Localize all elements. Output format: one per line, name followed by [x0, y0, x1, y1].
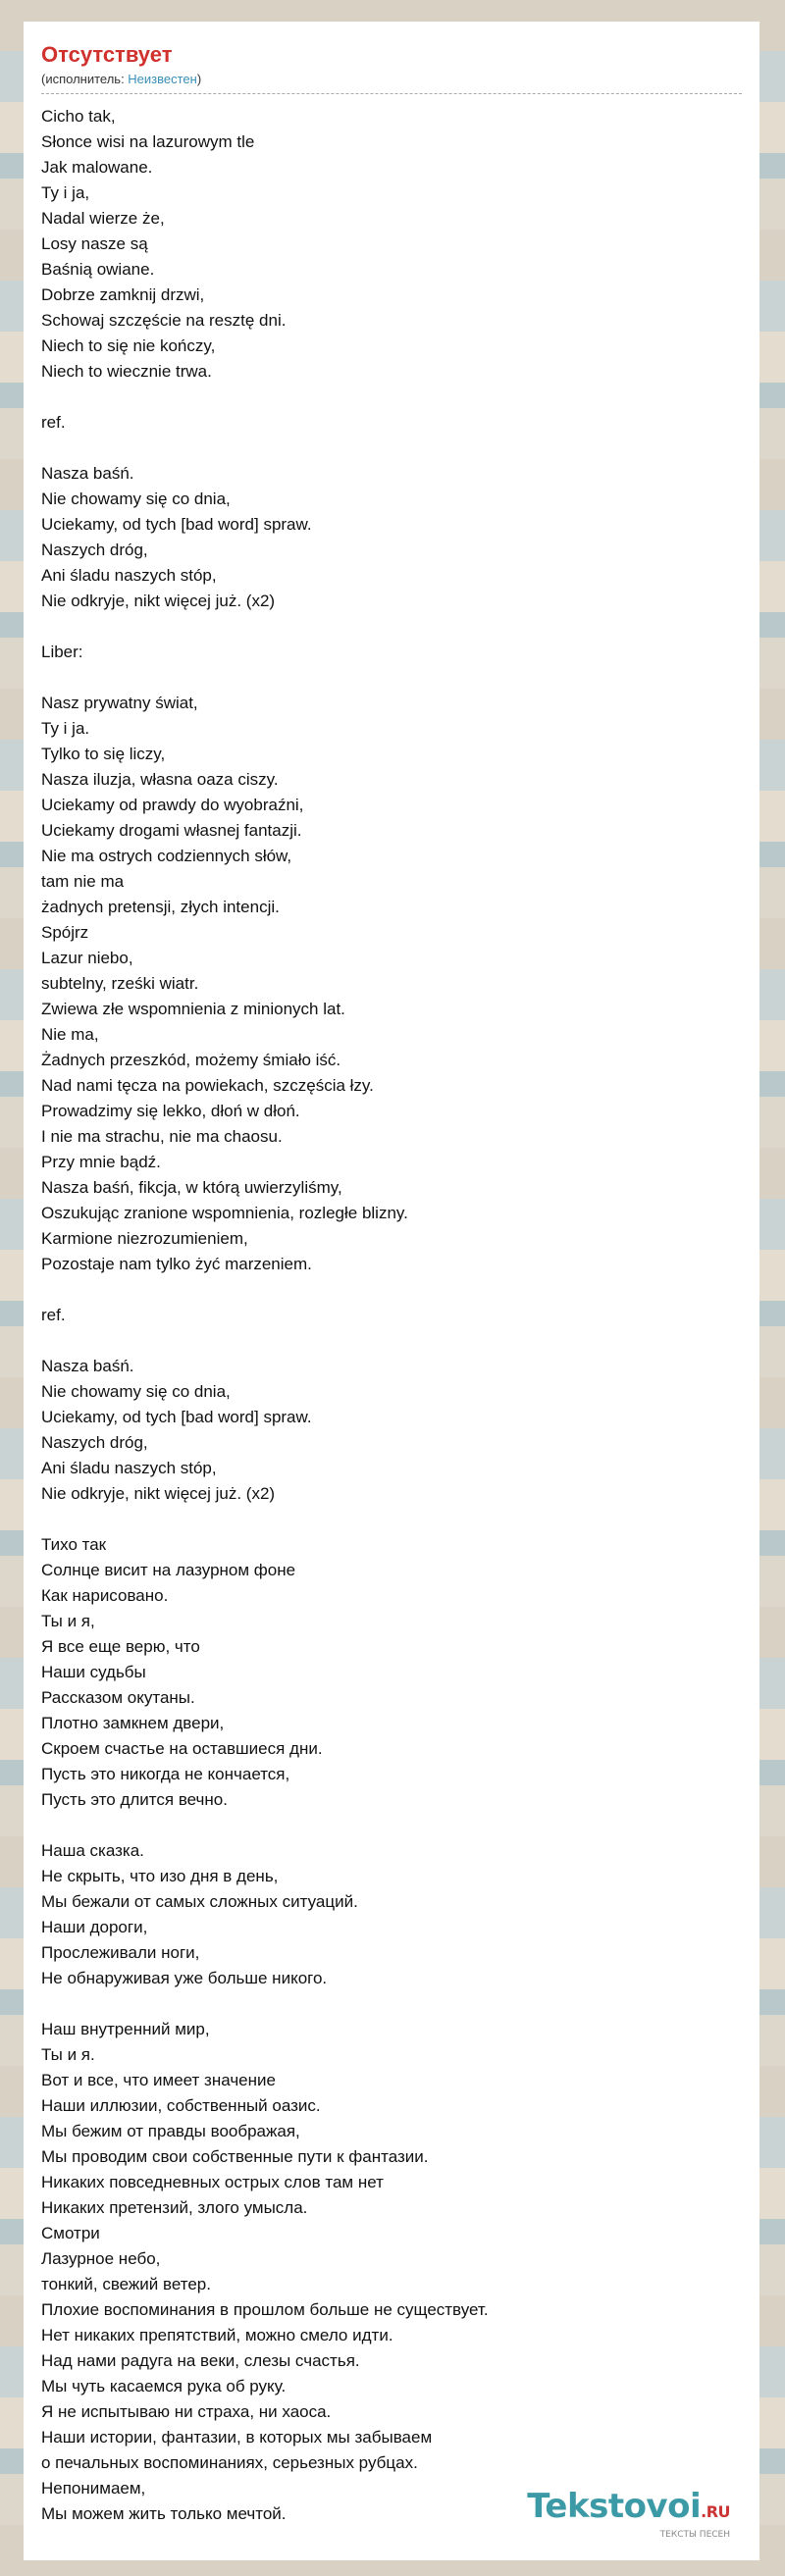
- artist-prefix: (исполнитель:: [41, 72, 129, 86]
- logo-tld: .RU: [701, 2502, 730, 2521]
- site-logo[interactable]: [527, 2487, 730, 2541]
- lyrics-text: Cicho tak, Słonce wisi na lazurowym tle Jak malowane. Ty i ja, Nadal wierze że, Losy nasze są Baśnią owiane. Dobrze zamknij drzwi, Schowaj szczęście na resztę dni. Niech to się nie kończy, Niech to wiecznie trwa. ref. Nasza baśń. Nie chowamy się co dnia, Uciekamy, od tych [bad word] spraw. Naszych dróg, Ani śladu naszych stóp, Nie odkryje, nikt więcej już. (x2) Liber: Nasz prywatny świat, Ty i ja. Tylko to się liczy, Nasza iluzja, własna oaza ciszy. Uciekamy od prawdy do wyobraźni, Uciekamy drogami własnej fantazji. Nie ma ostrych codziennych słów, tam nie ma żadnych pretensji, złych intencji. Spójrz Lazur niebo, subtelny, rześki wiatr. Zwiewa złe wspomnienia z minionych lat. Nie ma, Żadnych przeszkód, możemy śmiało iść. Nad nami tęcza na powiekach, szczęścia łzy. Prowadzimy się lekko, dłoń w dłoń. I nie ma strachu, nie ma chaosu. Przy mnie bądź. Nasza baśń, fikcja, w którą uwierzyliśmy, Oszukując zranione wspomnienia, rozległe blizny. Karmione niezrozumieniem, Pozostaje nam tylko żyć marzeniem. ref. Nasza baśń. Nie chowamy się co dnia, Uciekamy, od tych [bad word] spraw. Naszych dróg, Ani śladu naszych stóp, Nie odkryje, nikt więcej już. (x2) Тихо так Солнце висит на лазурном фоне Как нарисовано. Ты и я, Я все еще верю, что Наши судьбы Рассказом окутаны. Плотно замкнем двери, Скроем счастье на оставшиеся дни. Пусть это никогда не кончается, Пусть это длится вечно. Наша сказка. Не скрыть, что изо дня в день, Мы бежали от самых сложных ситуаций. Наши дороги, Прослеживали ноги, Не обнаруживая уже больше никого. Наш внутренний мир, Ты и я. Вот и все, что имеет значение Наши иллюзии, собственный оазис. Мы бежим от правды воображая, Мы проводим свои собственные пути к фантазии. Никаких повседневных острых слов там нет Никаких претензий, злого умысла. Смотри Лазурное небо, тонкий, свежий ветер. Плохие воспоминания в прошлом больше не существует. Нет никаких препятствий, можно смело идти. Над нами радуга на веки, слезы счастья. Мы чуть касаемся рука об руку. Я не испытываю ни страха, ни хаоса. Наши истории, фантазии, в которых мы забываем о печальных воспоминаниях, серьезных рубцах. Непонимаем, Мы можем жить только мечтой.: [41, 107, 489, 2523]
- logo-name: Tekstovoi: [527, 2487, 702, 2526]
- logo-tagline: ТЕКСТЫ ПЕСЕН: [659, 2530, 730, 2540]
- artist-suffix: ): [196, 72, 202, 86]
- song-title: Отсутствует: [41, 42, 173, 67]
- artist-link[interactable]: Неизвестен: [128, 72, 197, 86]
- divider: [41, 93, 742, 94]
- lyrics-card: [24, 22, 759, 2560]
- artist-line: [41, 71, 742, 87]
